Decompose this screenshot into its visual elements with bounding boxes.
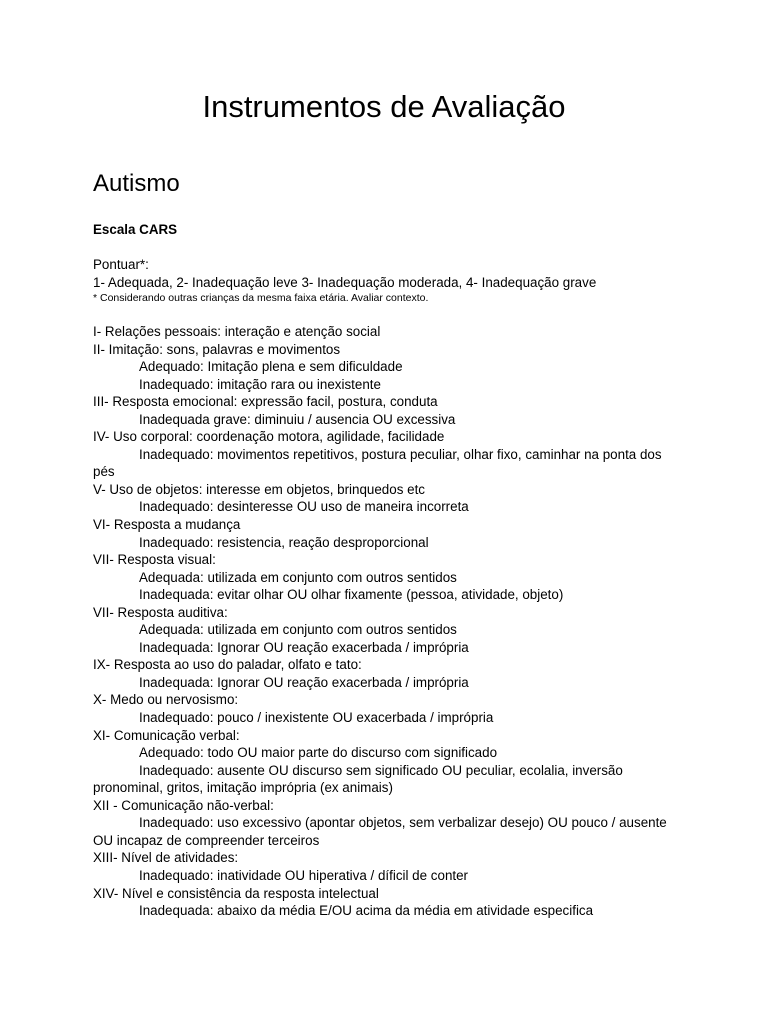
criterion-item: XIII- Nível de atividades: [93,850,239,866]
criterion-detail: Inadequado: imitação rara ou inexistente [139,376,381,392]
criterion-detail: Adequada: utilizada em conjunto com outros sentidos [139,622,457,638]
criterion-item: IV- Uso corporal: coordenação motora, agilidade, facilidade [93,429,445,445]
scoring-block [93,256,673,306]
criteria-list [93,323,673,920]
document-title: Instrumentos de Avaliação [202,89,566,124]
criterion-item: IX- Resposta ao uso do paladar, olfato e tato: [93,657,362,673]
criterion-item: X- Medo ou nervosismo: [93,692,239,708]
criterion-item: VII- Resposta auditiva: [93,604,228,620]
criterion-detail: Adequado: Imitação plena e sem dificuldade [139,359,403,375]
criterion-detail: Inadequado: pouco / inexistente OU exacerbada / imprópria [139,710,494,726]
criterion-detail: Inadequado: ausente OU discurso sem significado OU peculiar, ecolalia, inversão pronominal, gritos, imitação imprópria (ex animais) [93,762,623,796]
criterion-detail: Inadequado: resistencia, reação desproporcional [139,534,429,550]
scoring-levels: 1- Adequada, 2- Inadequação leve 3- Inadequação moderada, 4- Inadequação grave [93,274,597,290]
criterion-item: XI- Comunicação verbal: [93,727,240,743]
criterion-item: VI- Resposta a mudança [93,517,241,533]
criterion-item: I- Relações pessoais: interação e atenção social [93,324,381,339]
criterion-detail: Adequado: todo OU maior parte do discurso com significado [139,745,498,761]
criterion-detail: Inadequado: desinteresse OU uso de maneira incorreta [139,499,469,515]
criterion-item: II- Imitação: sons, palavras e movimentos [93,341,341,357]
criterion-item: XIV- Nível e consistência da resposta intelectual [93,885,379,901]
scoring-note: * Considerando outras crianças da mesma faixa etária. Avaliar contexto. [93,292,429,305]
criterion-item: V- Uso de objetos: interesse em objetos, brinquedos etc [93,481,425,497]
criterion-item: VII- Resposta visual: [93,552,216,568]
criterion-item: XII - Comunicação não-verbal: [93,797,274,813]
criterion-item: III- Resposta emocional: expressão facil, postura, conduta [93,394,438,410]
criterion-detail: Inadequado: uso excessivo (apontar objetos, sem verbalizar desejo) OU pouco / ausente OU incapaz de compreender terceiros [93,815,667,848]
criterion-detail: Inadequada: Ignorar OU reação exacerbada / imprópria [139,639,469,655]
criterion-detail: Inadequada: abaixo da média E/OU acima da média em atividade especifica [139,903,594,919]
scoring-label: Pontuar*: [93,257,149,272]
section-title: Autismo [93,170,180,197]
criterion-detail: Adequada: utilizada em conjunto com outros sentidos [139,569,457,585]
criterion-detail: Inadequada grave: diminuiu / ausencia OU excessiva [139,411,456,427]
criterion-detail: Inadequado: movimentos repetitivos, postura peculiar, olhar fixo, caminhar na ponta dos pés [93,446,662,480]
criterion-detail: Inadequada: Ignorar OU reação exacerbada / imprópria [139,674,469,690]
scale-heading: Escala CARS [93,222,178,237]
criterion-detail: Inadequada: evitar olhar OU olhar fixamente (pessoa, atividade, objeto) [139,587,564,603]
criterion-detail: Inadequado: inatividade OU hiperativa / díficil de conter [139,867,469,883]
